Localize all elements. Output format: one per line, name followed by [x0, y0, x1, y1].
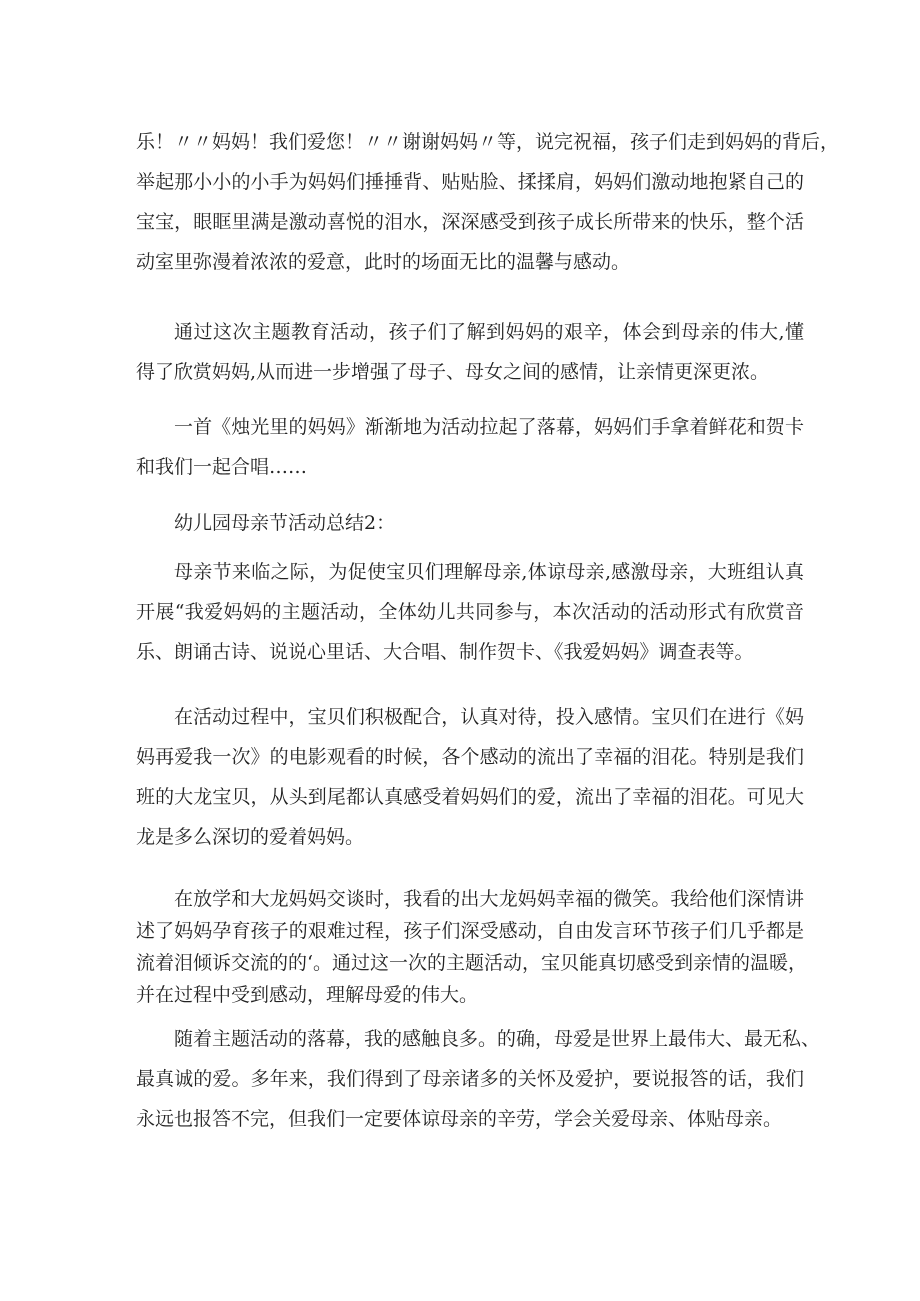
text-line: 并在过程中受到感动，理解母爱的伟大。 [136, 984, 479, 1006]
text-line: 随着主题活动的落幕，我的感触良多。的确，母爱是世界上最伟大、最无私、 [174, 1028, 821, 1050]
text-line: 和我们一起合唱…… [136, 456, 308, 478]
text-line: 乐！〃〃妈妈！我们爱您！〃〃谢谢妈妈〃等，说完祝福，孩子们走到妈妈的背后， [136, 131, 840, 153]
paragraph-3 [136, 407, 804, 487]
text-line: 龙是多么深切的爱着妈妈。 [136, 826, 365, 848]
paragraph-5 [136, 552, 804, 672]
text-line: 妈再爱我一次》的电影观看的时候，各个感动的流出了幸福的泪花。特别是我们 [136, 746, 804, 768]
text-line: 宝宝，眼眶里满是激动喜悦的泪水，深深感受到孩子成长所带来的快乐，整个活 [136, 211, 804, 233]
text-line: 永远也报答不完，但我们一定要体谅母亲的辛劳，学会关爱母亲、体贴母亲。 [136, 1108, 783, 1130]
text-line: 举起那小小的小手为妈妈们捶捶背、贴贴脸、揉揉肩，妈妈们激动地抱紧自己的 [136, 171, 804, 193]
paragraph-1 [136, 122, 840, 282]
section-heading [136, 503, 804, 543]
text-line: 动室里弥漫着浓浓的爱意，此时的场面无比的温馨与感动。 [136, 251, 631, 273]
paragraph-7 [136, 883, 808, 1011]
text-line: 一首《烛光里的妈妈》渐渐地为活动拉起了落幕，妈妈们手拿着鲜花和贺卡 [174, 416, 804, 438]
text-line: 述了妈妈孕育孩子的艰难过程，孩子们深受感动，自由发言环节孩子们几乎都是 [136, 920, 804, 942]
text-line: 得了欣赏妈妈,从而进一步增强了母子、母女之间的感情，让亲情更深更浓。 [136, 361, 770, 383]
text-line: 开展“我爱妈妈的主题活动，全体幼儿共同参与，本次活动的活动形式有欣赏音 [136, 601, 804, 623]
text-line: 最真诚的爱。多年来，我们得到了母亲诸多的关怀及爱护，要说报答的话，我们 [136, 1068, 804, 1090]
text-line: 母亲节来临之际，为促使宝贝们理解母亲,体谅母亲,感激母亲，大班组认真 [174, 561, 804, 583]
text-line: 乐、朗诵古诗、说说心里话、大合唱、制作贺卡、《我爱妈妈》调查表等。 [136, 641, 754, 663]
text-line: 在活动过程中，宝贝们积极配合，认真对待，投入感情。宝贝们在进行《妈 [174, 706, 804, 728]
text-line: 通过这次主题教育活动，孩子们了解到妈妈的艰辛，体会到母亲的伟大,懂 [174, 321, 804, 343]
heading-line: 幼儿园母亲节活动总结2： [174, 512, 396, 534]
paragraph-2 [136, 312, 804, 392]
text-line: 在放学和大龙妈妈交谈时，我看的出大龙妈妈幸福的微笑。我给他们深情讲 [174, 888, 804, 910]
text-line: 班的大龙宝贝，从头到尾都认真感受着妈妈们的爱，流出了幸福的泪花。可见大 [136, 786, 804, 808]
text-line: 流着泪倾诉交流的的‘。通过这一次的主题活动，宝贝能真切感受到亲情的温暖， [136, 952, 808, 974]
paragraph-6 [136, 697, 804, 857]
paragraph-8 [136, 1019, 821, 1139]
